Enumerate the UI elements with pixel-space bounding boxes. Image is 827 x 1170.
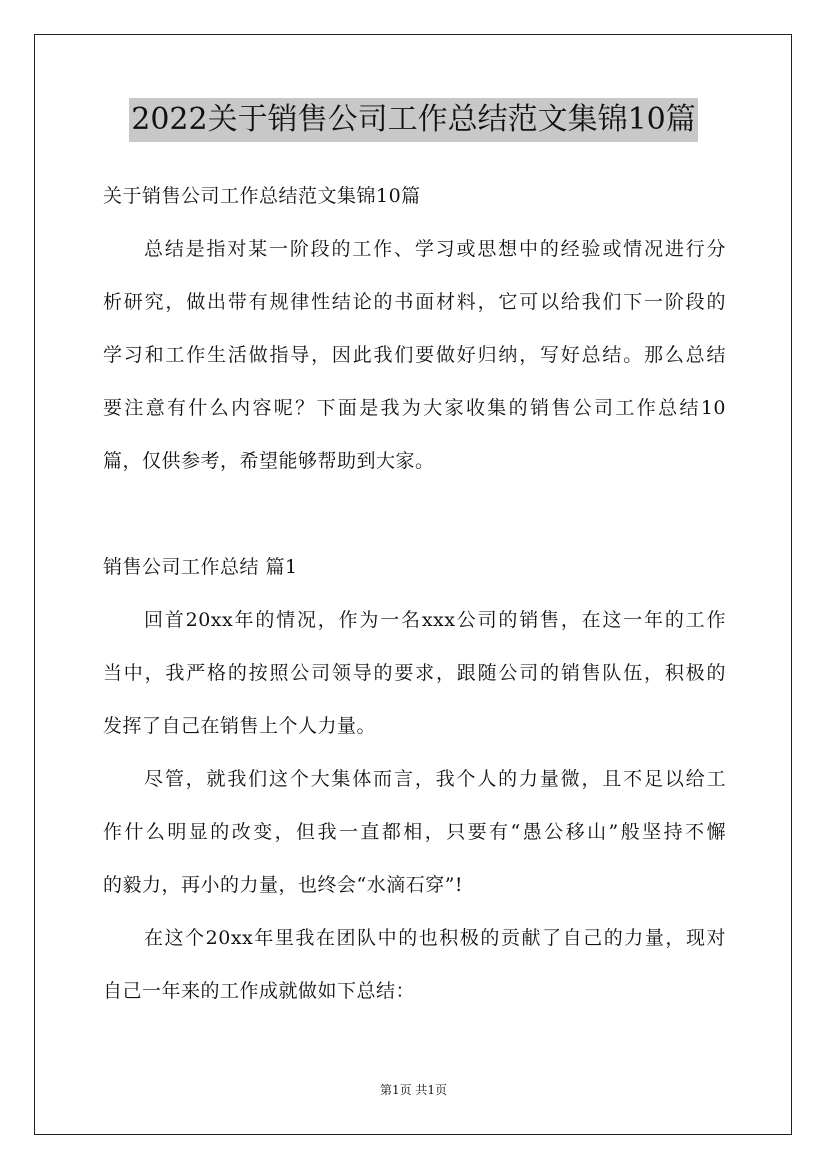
page-footer: 第1页 共1页 [379,1083,448,1097]
document-body [103,170,726,1018]
paragraph-line: 作什么明显的改变，但我一直都相，只要有“愚公移山”般坚持不懈 [103,821,726,843]
paragraph-line: 的毅力，再小的力量，也终会“水滴石穿”! [103,874,464,896]
document-title: 2022关于销售公司工作总结范文集锦10篇 [129,98,698,142]
paragraph-line: 在这个20xx年里我在团队中的也积极的贡献了自己的力量，现对 [144,927,726,949]
paragraph-line: 回首20xx年的情况，作为一名xxx公司的销售，在这一年的工作 [144,609,726,631]
intro-line: 析研究，做出带有规律性结论的书面材料，它可以给我们下一阶段的 [103,291,726,313]
paragraph-line: 尽管，就我们这个大集体而言，我个人的力量微，且不足以给工 [144,768,726,790]
document-subtitle: 关于销售公司工作总结范文集锦10篇 [103,185,421,207]
blank-line [103,488,726,541]
section-heading: 销售公司工作总结 篇1 [103,556,298,578]
intro-line: 要注意有什么内容呢？下面是我为大家收集的销售公司工作总结10 [103,397,726,419]
title-area [0,98,827,142]
intro-line: 学习和工作生活做指导，因此我们要做好归纳，写好总结。那么总结 [103,344,726,366]
intro-line: 总结是指对某一阶段的工作、学习或思想中的经验或情况进行分 [144,238,726,260]
paragraph-line: 发挥了自己在销售上个人力量。 [103,715,377,737]
paragraph-line: 当中，我严格的按照公司领导的要求，跟随公司的销售队伍，积极的 [103,662,726,684]
intro-line: 篇，仅供参考，希望能够帮助到大家。 [103,450,435,472]
paragraph-line: 自己一年来的工作成就做如下总结： [103,980,416,1002]
